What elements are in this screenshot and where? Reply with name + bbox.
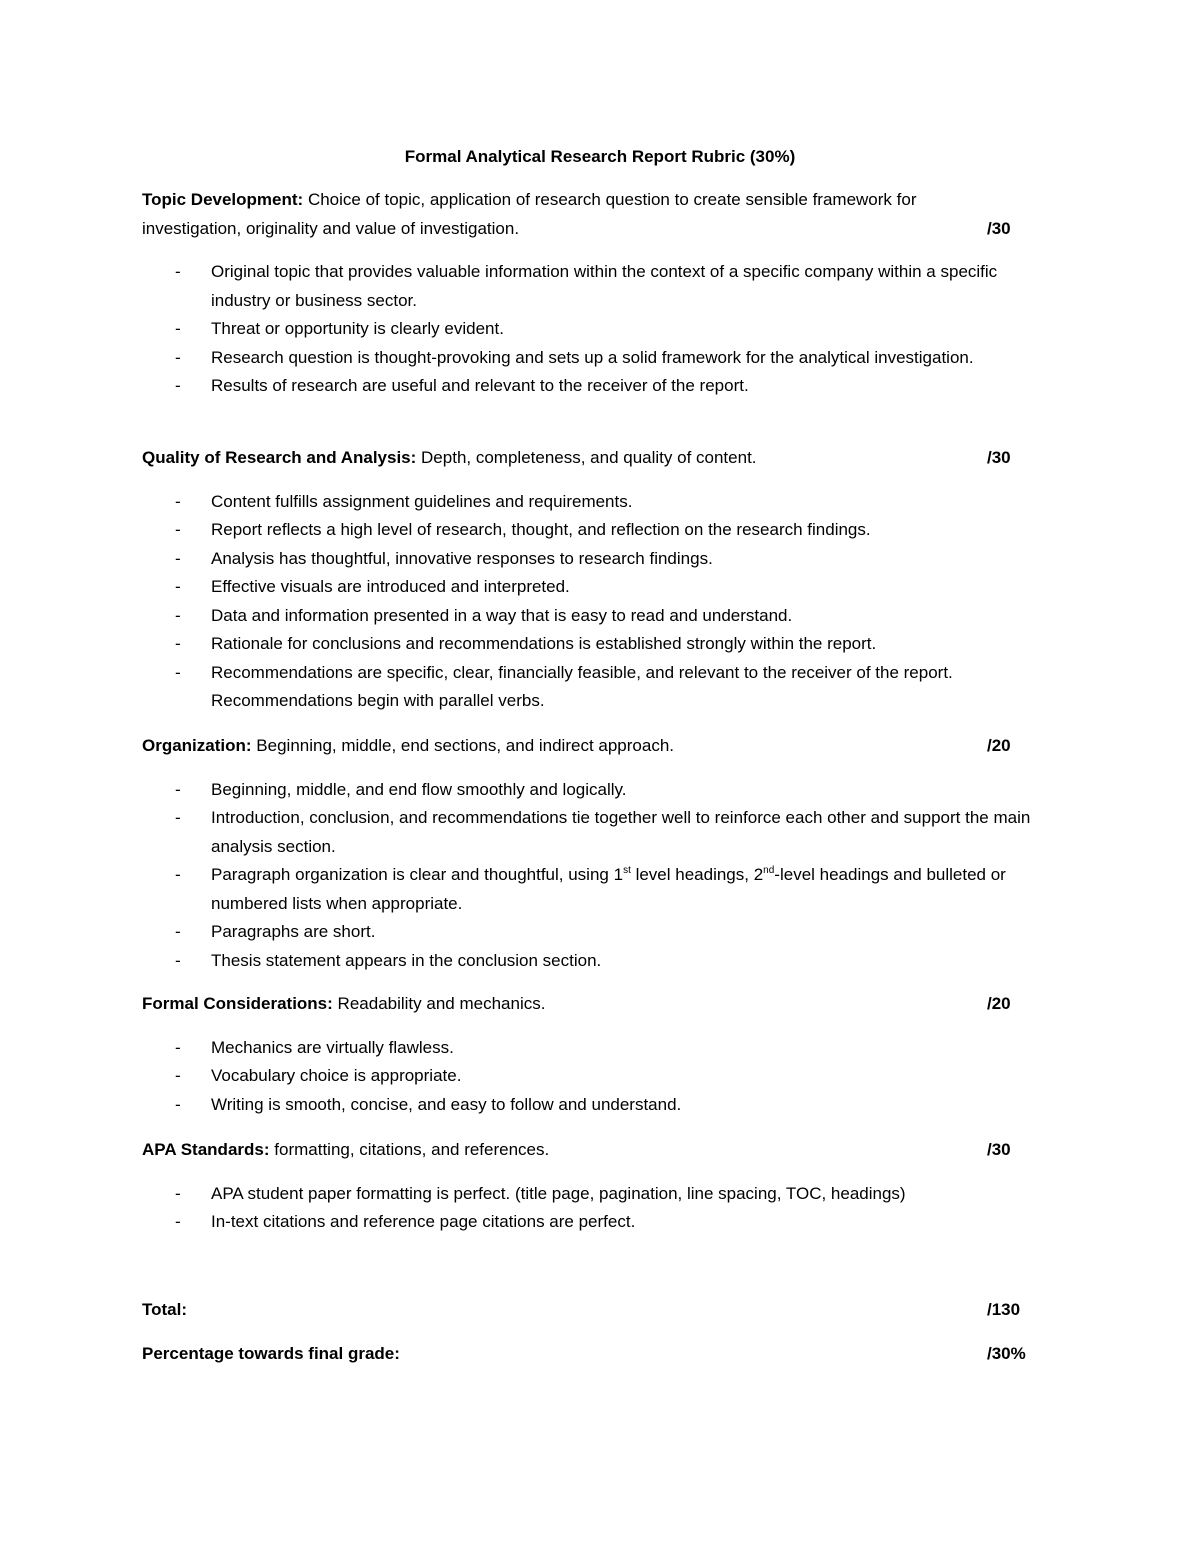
text-run: -level headings and bulleted or numbered lists when appropriate.	[211, 865, 1006, 913]
criterion-text: Research question is thought-provoking and sets up a solid framework for the analytical investigation.	[211, 347, 974, 367]
list-item	[142, 804, 1042, 861]
criterion-text: Data and information presented in a way that is easy to read and understand.	[211, 605, 793, 625]
section-description-cont: investigation, originality and value of investigation.	[142, 218, 520, 238]
list-item	[142, 344, 1042, 373]
list-item	[142, 372, 1042, 401]
list-item	[142, 1091, 1042, 1120]
list-item	[142, 630, 1042, 659]
section-heading	[142, 444, 1042, 473]
section-description: Readability and mechanics.	[337, 994, 546, 1013]
total-label: Total:	[142, 1300, 188, 1319]
criterion-text: Recommendations are specific, clear, financially feasible, and relevant to the receiver of the report. Recommendations begin with parallel verbs.	[211, 662, 953, 710]
dash-marker: -	[175, 347, 181, 367]
dash-marker: -	[175, 1183, 181, 1203]
dash-marker: -	[175, 548, 181, 568]
criterion-text: Mechanics are virtually flawless.	[211, 1037, 454, 1057]
section-label: Quality of Research and Analysis:	[142, 448, 417, 467]
dash-marker: -	[175, 865, 181, 884]
section-description: Beginning, middle, end sections, and indirect approach.	[256, 736, 675, 755]
list-item	[142, 258, 1042, 315]
dash-marker: -	[175, 376, 181, 395]
section-label: Formal Considerations:	[142, 994, 333, 1013]
percentage-label: Percentage towards final grade:	[142, 1344, 400, 1363]
list-item	[142, 602, 1042, 631]
criterion-text: APA student paper formatting is perfect. (title page, pagination, line spacing, TOC, headings)	[211, 1183, 906, 1203]
dash-marker: -	[175, 319, 181, 338]
text-run: level headings, 2	[630, 865, 764, 884]
list-item	[142, 861, 1042, 918]
dash-marker: -	[175, 779, 181, 799]
dash-marker: -	[175, 808, 181, 827]
criterion-text: Writing is smooth, concise, and easy to follow and understand.	[211, 1094, 682, 1114]
text-run: Paragraph organization is clear and thoughtful, using 1	[211, 865, 624, 884]
ordinal-suffix: nd	[763, 865, 775, 876]
section-score: /30	[987, 218, 1011, 238]
section-score: /30	[987, 1140, 1011, 1159]
total-row	[142, 1296, 1042, 1325]
section-description: formatting, citations, and references.	[274, 1140, 550, 1159]
criterion-text: Effective visuals are introduced and interpreted.	[211, 577, 570, 596]
section-score: /20	[987, 994, 1011, 1013]
section-organization	[142, 732, 1042, 975]
list-item	[142, 545, 1042, 574]
section-label: Organization:	[142, 736, 252, 755]
list-item	[142, 918, 1042, 947]
list-item	[142, 573, 1042, 602]
list-item	[142, 776, 1042, 805]
criterion-text: Thesis statement appears in the conclusion section.	[211, 950, 602, 970]
section-label: APA Standards:	[142, 1140, 270, 1159]
list-item	[142, 947, 1042, 976]
section-apa-standards	[142, 1136, 1042, 1237]
section-description: Depth, completeness, and quality of content.	[421, 448, 757, 467]
percentage-row	[142, 1340, 1042, 1369]
list-item	[142, 488, 1042, 517]
section-quality-of-research	[142, 444, 1042, 716]
dash-marker: -	[175, 605, 181, 625]
total-score: /130	[987, 1300, 1021, 1319]
criteria-list	[142, 258, 1042, 401]
criterion-text: Threat or opportunity is clearly evident.	[211, 319, 504, 338]
criterion-text: Vocabulary choice is appropriate.	[211, 1066, 462, 1085]
list-item	[142, 1180, 1042, 1209]
section-score: /20	[987, 736, 1011, 755]
criteria-list	[142, 1034, 1042, 1120]
list-item	[142, 1062, 1042, 1091]
section-heading	[142, 186, 1042, 243]
criterion-text: Original topic that provides valuable information within the context of a specific company within a specific industry or business sector.	[211, 262, 998, 310]
criterion-text: Introduction, conclusion, and recommendations tie together well to reinforce each other and support the main analysis section.	[211, 808, 1031, 856]
dash-marker: -	[175, 520, 181, 539]
dash-marker: -	[175, 922, 181, 941]
list-item	[142, 1208, 1042, 1237]
criteria-list	[142, 776, 1042, 976]
dash-marker: -	[175, 262, 181, 281]
dash-marker: -	[175, 491, 181, 511]
criteria-list	[142, 1180, 1042, 1237]
percentage-score: /30%	[987, 1344, 1026, 1363]
list-item	[142, 659, 1042, 716]
section-formal-considerations	[142, 990, 1042, 1119]
list-item	[142, 1034, 1042, 1063]
criterion-text: Content fulfills assignment guidelines and requirements.	[211, 491, 633, 511]
criterion-text	[211, 865, 1006, 913]
criterion-text: In-text citations and reference page citations are perfect.	[211, 1212, 636, 1231]
list-item	[142, 315, 1042, 344]
criterion-text: Rationale for conclusions and recommendations is established strongly within the report.	[211, 634, 877, 653]
section-heading	[142, 990, 1042, 1019]
criterion-text: Analysis has thoughtful, innovative responses to research findings.	[211, 548, 713, 568]
criterion-text: Results of research are useful and relevant to the receiver of the report.	[211, 376, 749, 395]
section-heading	[142, 1136, 1042, 1165]
criterion-text: Beginning, middle, and end flow smoothly and logically.	[211, 779, 627, 799]
page-title: Formal Analytical Research Report Rubric (30%)	[404, 147, 796, 166]
dash-marker: -	[175, 1212, 181, 1231]
criterion-text: Paragraphs are short.	[211, 922, 376, 941]
section-topic-development	[142, 186, 1042, 401]
dash-marker: -	[175, 1037, 181, 1057]
criteria-list	[142, 488, 1042, 716]
dash-marker: -	[175, 577, 181, 596]
criterion-text: Report reflects a high level of research, thought, and reflection on the research findings.	[211, 520, 871, 539]
list-item	[142, 516, 1042, 545]
dash-marker: -	[175, 662, 181, 682]
section-label: Topic Development:	[142, 190, 304, 209]
dash-marker: -	[175, 950, 181, 970]
section-description: Choice of topic, application of research question to create sensible framework for	[307, 190, 917, 209]
dash-marker: -	[175, 1066, 181, 1085]
dash-marker: -	[175, 634, 181, 653]
section-score: /30	[987, 448, 1011, 467]
section-heading	[142, 732, 1042, 761]
ordinal-suffix: st	[623, 865, 631, 876]
dash-marker: -	[175, 1094, 181, 1114]
